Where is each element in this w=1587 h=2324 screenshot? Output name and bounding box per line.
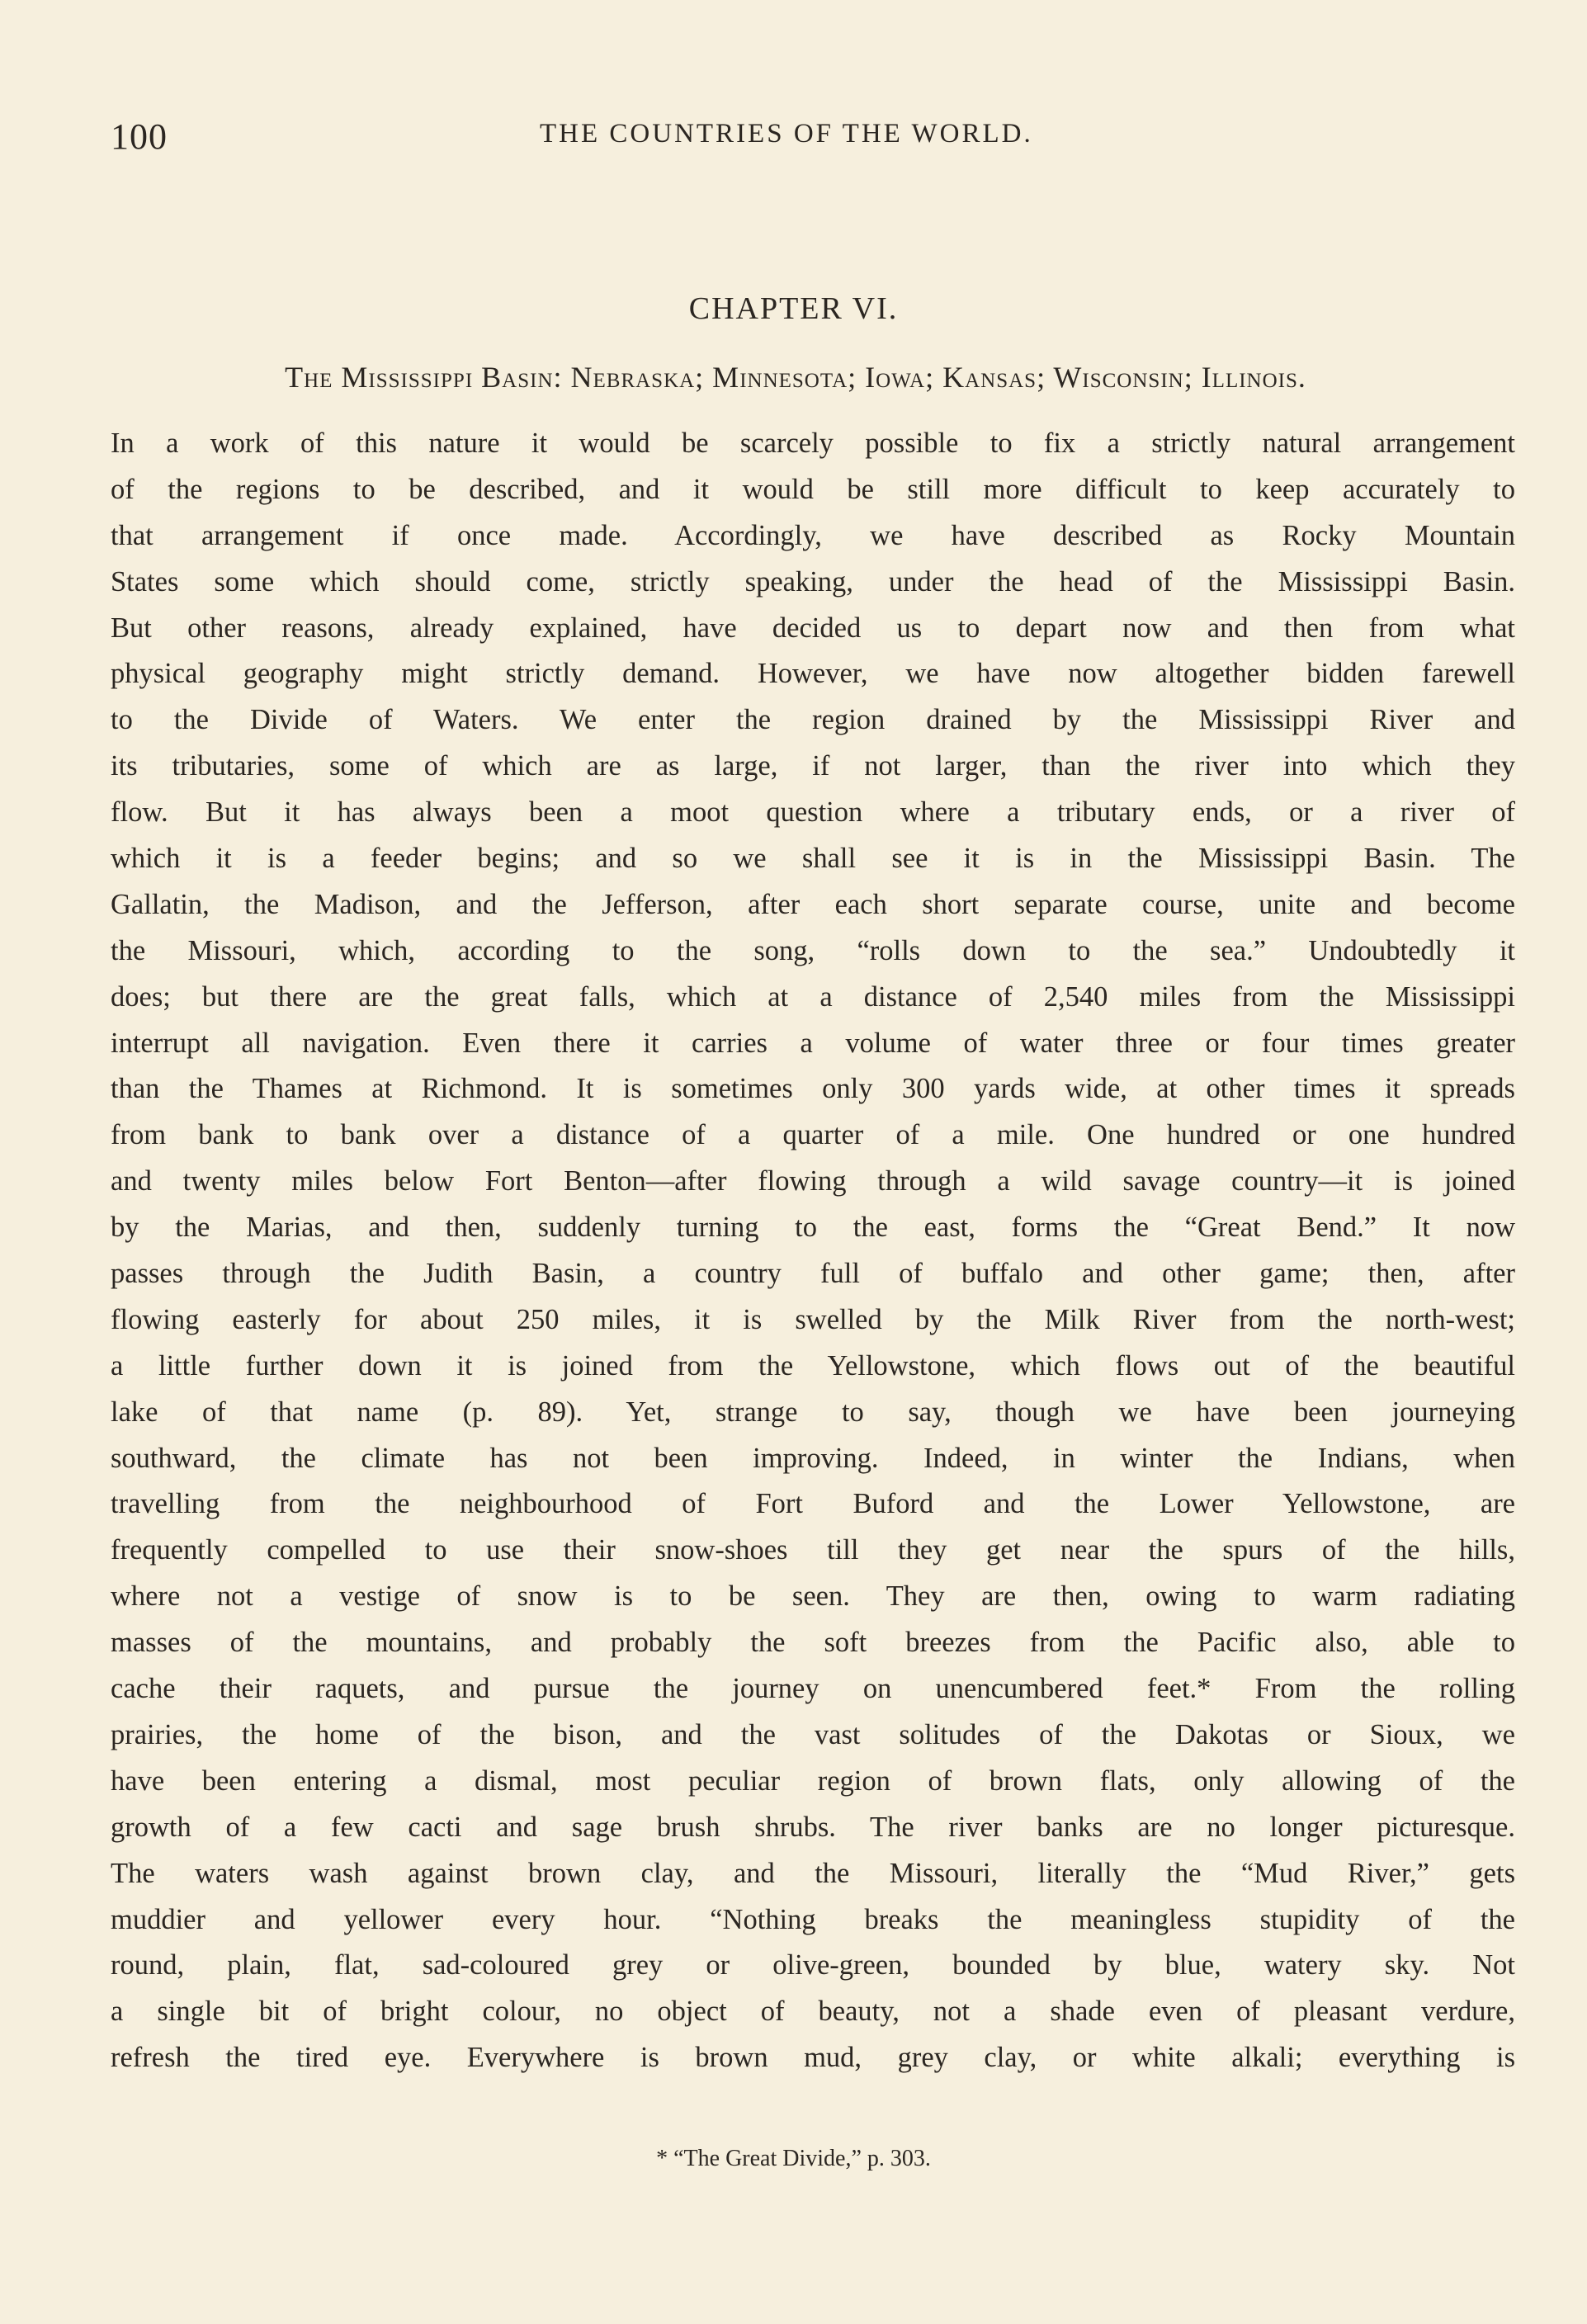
text-line: frequently compelled to use their snow-shoes till they get near the spurs of the hills, [111, 1534, 1515, 1566]
text-line: a little further down it is joined from the Yellowstone, which flows out of the beautiful [111, 1349, 1515, 1382]
text-line: passes through the Judith Basin, a country full of buffalo and other game; then, after [111, 1258, 1515, 1290]
text-line: flowing easterly for about 250 miles, it is swelled by the Milk River from the north-west; [111, 1303, 1515, 1335]
text-line: travelling from the neighbourhood of Fort Buford and the Lower Yellowstone, are [111, 1488, 1515, 1520]
text-line: But other reasons, already explained, have decided us to depart now and then from what [111, 612, 1515, 644]
text-line: the Missouri, which, according to the song, “rolls down to the sea.” Undoubtedly it [111, 934, 1515, 966]
text-line: of the regions to be described, and it would be still more difficult to keep accurately to [111, 473, 1515, 505]
text-line: Gallatin, the Madison, and the Jefferson, after each short separate course, unite and become [111, 888, 1515, 920]
text-line: a single bit of bright colour, no object of beauty, not a shade even of pleasant verdure, [111, 1996, 1515, 2028]
text-line: from bank to bank over a distance of a quarter of a mile. One hundred or one hundred [111, 1119, 1515, 1151]
text-line: flow. But it has always been a moot question where a tributary ends, or a river of [111, 796, 1515, 829]
text-line: In a work of this nature it would be scarcely possible to fix a strictly natural arrangement [111, 427, 1515, 459]
text-line: interrupt all navigation. Even there it carries a volume of water three or four times greater [111, 1027, 1515, 1059]
chapter-subtitle: The Mississippi Basin: Nebraska; Minnesota; Iowa; Kansas; Wisconsin; Illinois. [285, 361, 1306, 394]
body-paragraph [111, 421, 1515, 2081]
chapter-heading: CHAPTER VI. [688, 291, 899, 326]
text-line: which it is a feeder begins; and so we shall see it is in the Mississippi Basin. The [111, 843, 1515, 875]
text-line: and twenty miles below Fort Benton—after flowing through a wild savage country—it is joined [111, 1165, 1515, 1197]
text-line: round, plain, flat, sad-coloured grey or olive-green, bounded by blue, watery sky. Not [111, 1949, 1515, 1982]
page-number: 100 [111, 116, 168, 157]
text-line: by the Marias, and then, suddenly turning to the east, forms the “Great Bend.” It now [111, 1212, 1515, 1244]
text-line: The waters wash against brown clay, and the Missouri, literally the “Mud River,” gets [111, 1857, 1515, 1889]
text-line: where not a vestige of snow is to be seen. They are then, owing to warm radiating [111, 1580, 1515, 1613]
running-title: THE COUNTRIES OF THE WORLD. [540, 119, 1033, 149]
text-line: muddier and yellower every hour. “Nothing breaks the meaningless stupidity of the [111, 1903, 1515, 1935]
text-line: prairies, the home of the bison, and the vast solitudes of the Dakotas or Sioux, we [111, 1718, 1515, 1750]
text-line: its tributaries, some of which are as large, if not larger, than the river into which they [111, 750, 1515, 782]
text-line: to the Divide of Waters. We enter the region drained by the Mississippi River and [111, 704, 1515, 736]
text-line: that arrangement if once made. Accordingly, we have described as Rocky Mountain [111, 519, 1515, 551]
text-line: refresh the tired eye. Everywhere is brown mud, grey clay, or white alkali; everything is [111, 2042, 1515, 2074]
text-line: southward, the climate has not been improving. Indeed, in winter the Indians, when [111, 1442, 1515, 1474]
running-head [111, 116, 1514, 165]
text-line: masses of the mountains, and probably the soft breezes from the Pacific also, able to [111, 1627, 1515, 1659]
text-line: cache their raquets, and pursue the journey on unencumbered feet.* From the rolling [111, 1673, 1515, 1705]
text-line: physical geography might strictly demand. However, we have now altogether bidden farewell [111, 658, 1515, 690]
text-line: have been entering a dismal, most peculiar region of brown flats, only allowing of the [111, 1764, 1515, 1797]
text-line: growth of a few cacti and sage brush shrubs. The river banks are no longer picturesque. [111, 1811, 1515, 1843]
text-line: than the Thames at Richmond. It is sometimes only 300 yards wide, at other times it spreads [111, 1073, 1515, 1105]
footnote: * “The Great Divide,” p. 303. [656, 2146, 931, 2171]
text-line: does; but there are the great falls, which at a distance of 2,540 miles from the Mississippi [111, 980, 1515, 1013]
text-line: lake of that name (p. 89). Yet, strange to say, though we have been journeying [111, 1396, 1515, 1428]
text-line: States some which should come, strictly speaking, under the head of the Mississippi Basin. [111, 565, 1515, 598]
